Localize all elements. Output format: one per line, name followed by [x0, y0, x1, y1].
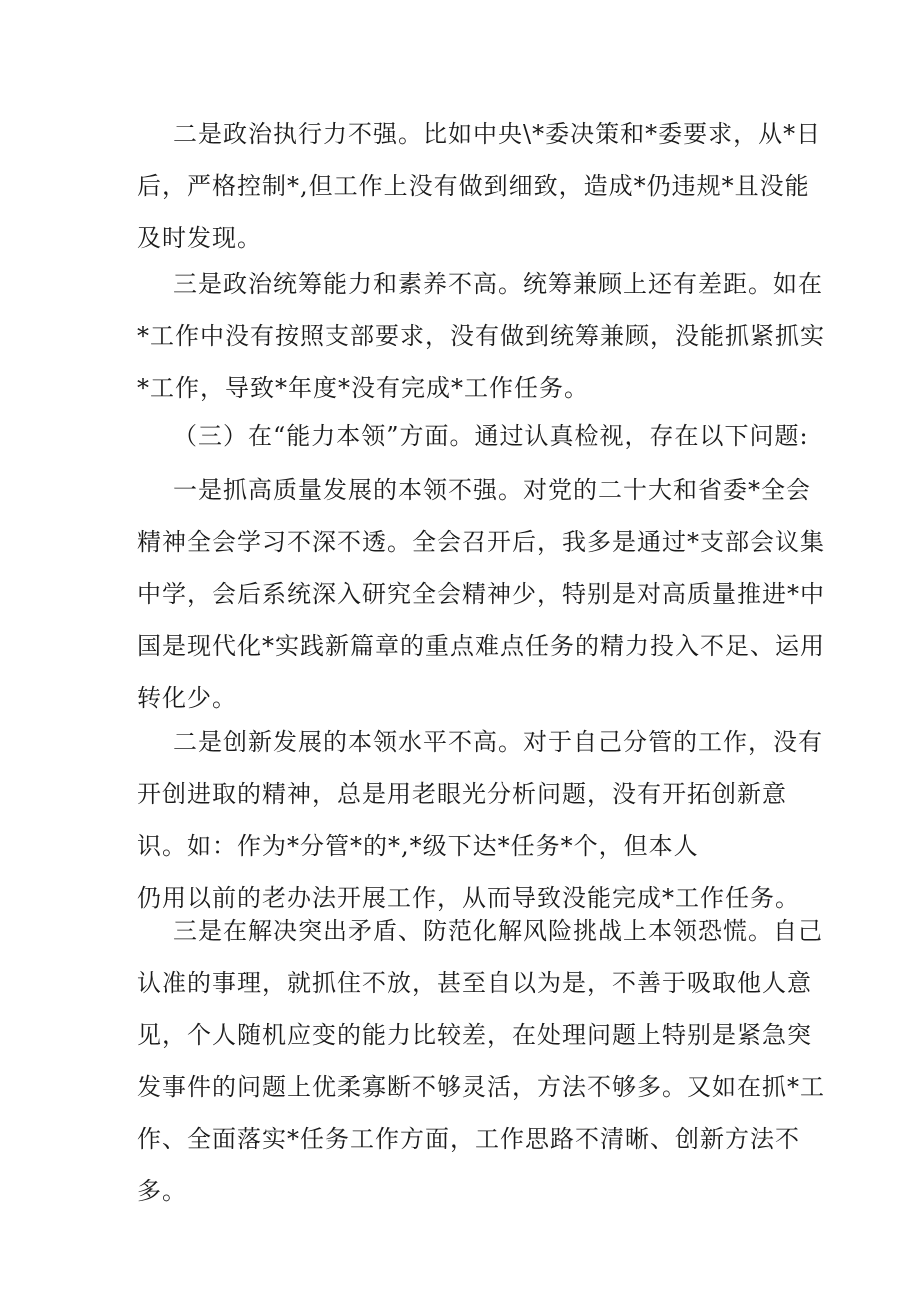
paragraph-risk-resolution: [137, 905, 825, 1217]
text-line: 开创进取的精神，总是用老眼光分析问题，没有开拓创新意: [137, 780, 787, 808]
paragraph-innovation: [137, 716, 823, 924]
section-heading: （三）在“能力本领”方面。通过认真检视，存在以下问题:: [173, 422, 809, 450]
paragraph-high-quality-development: [137, 464, 825, 724]
text-line: *工作中没有按照支部要求，没有做到统筹兼顾，没能抓紧抓实: [137, 322, 825, 350]
text-line: 二是政治执行力不强。比如中央\*委决策和*委要求，从*日: [173, 120, 822, 148]
text-line: 后，严格控制*,但工作上没有做到细致，造成*仍违规*且没能: [137, 172, 810, 200]
text-line: 认准的事理，就抓住不放，甚至自以为是，不善于吸取他人意: [137, 969, 812, 997]
text-line: 识。如：作为*分管*的*,*级下达*任务*个，但本人: [137, 832, 699, 860]
text-line: 作、全面落实*任务工作方面，工作思路不清晰、创新方法不: [137, 1125, 800, 1153]
paragraph-political-execution: [137, 108, 822, 264]
text-line: 多。: [137, 1177, 187, 1205]
section-heading-ability: [137, 410, 809, 462]
text-line: 三是政治统筹能力和素养不高。统筹兼顾上还有差距。如在: [173, 270, 823, 298]
text-line: 见，个人随机应变的能力比较差，在处理问题上特别是紧急突: [137, 1021, 812, 1049]
text-line: 转化少。: [137, 684, 237, 712]
text-line: 三是在解决突出矛盾、防范化解风险挑战上本领恐慌。自己: [173, 917, 823, 945]
text-line: *工作，导致*年度*没有完成*工作任务。: [137, 374, 589, 402]
text-line: 中学，会后系统深入研究全会精神少，特别是对高质量推进*中: [137, 580, 825, 608]
text-line: 国是现代化*实践新篇章的重点难点任务的精力投入不足、运用: [137, 632, 825, 660]
text-line: 仍用以前的老办法开展工作，从而导致没能完成*工作任务。: [137, 884, 800, 912]
text-line: 发事件的问题上优柔寡断不够灵活，方法不够多。又如在抓*工: [137, 1073, 825, 1101]
text-line: 二是创新发展的本领水平不高。对于自己分管的工作，没有: [173, 728, 823, 756]
text-line: 一是抓高质量发展的本领不强。对党的二十大和省委*全会: [173, 476, 811, 504]
text-line: 精神全会学习不深不透。全会召开后，我多是通过*支部会议集: [137, 528, 825, 556]
text-line: 及时发现。: [137, 224, 262, 252]
paragraph-political-coordination: [137, 258, 825, 414]
